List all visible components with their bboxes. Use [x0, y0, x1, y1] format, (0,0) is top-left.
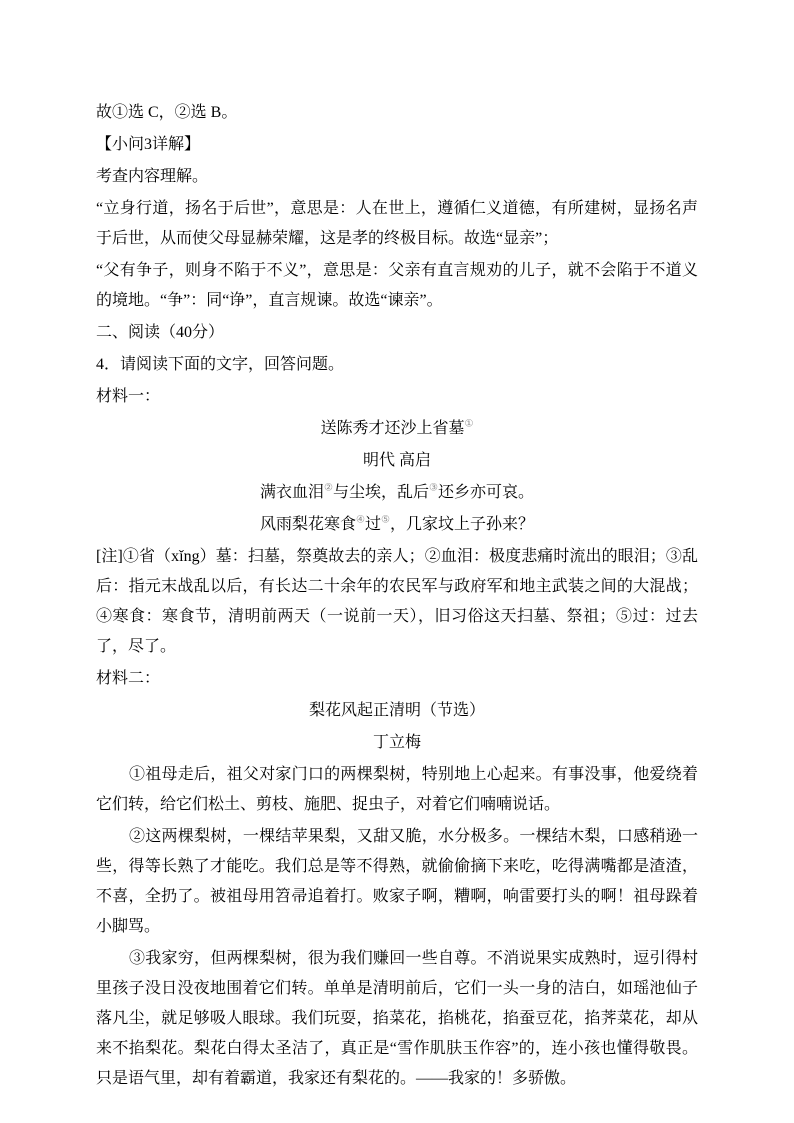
text-run: 丁立梅	[372, 734, 421, 751]
section-heading	[96, 318, 698, 348]
text-run: 与尘埃，乱后	[332, 484, 429, 501]
essay-title	[96, 696, 698, 726]
text-run: ③我家穷，但两棵梨树，很为我们赚回一些自尊。不消说果实成熟时，逗引得村里孩子没日没夜地围着它们转。单单是清明前后，它们一头一身的洁白，如瑶池仙子落凡尘，就足够吸人眼球。我们玩耍，掐菜花，掐桃花，掐蚕豆花，掐荠菜花，却从来不掐梨花。梨花白得太圣洁了，真正是“雪作肌肤玉作容”的，连小孩也懂得敬畏。只是语气里，却有着霸道，我家还有梨花的。——我家的！多骄傲。	[96, 950, 698, 1087]
text-run: 二、阅读（40分）	[96, 324, 225, 341]
footnote-ref-mark: ①	[464, 418, 474, 430]
text-run: 故①选 C，②选 B。	[96, 104, 238, 121]
text-run: ①祖母走后，祖父对家门口的两棵梨树，特别地上心起来。有事没事，他爱绕着它们转，给它们松土、剪枝、施肥、捉虫子，对着它们喃喃说话。	[96, 766, 698, 813]
text-run: 明代 高启	[362, 452, 431, 469]
text-run: 材料一：	[96, 388, 161, 405]
text-run: 送陈秀才还沙上省墓	[320, 420, 465, 437]
poem-author	[96, 446, 698, 476]
text-run: “立身行道，扬名于后世”，意思是：人在世上，遵循仁义道德，有所建树，显扬名声于后世，从而使父母显赫荣耀，这是孝的终极目标。故选“显亲”；	[96, 200, 698, 247]
text-run: [注]①省（xǐng）墓：扫墓，祭奠故去的亲人；②血泪：极度悲痛时流出的眼泪；③乱后：指元末战乱以后，有长达二十余年的农民军与政府军和地主武装之间的大混战；④寒食：寒食节，清明前两天（一说前一天），旧习俗这天扫墓、祭祖；⑤过：过去了，尽了。	[96, 548, 698, 655]
text-run: “父有争子，则身不陷于不义”，意思是：父亲有直言规劝的儿子，就不会陷于不道义的境地。“争”：同“诤”，直言规谏。故选“谏亲”。	[96, 262, 698, 309]
essay-paragraph	[96, 760, 698, 820]
text-run: ②这两棵梨树，一棵结苹果梨，又甜又脆，水分极多。一棵结木梨，口感稍逊一些，得等长熟了才能吃。我们总是等不得熟，就偷偷摘下来吃，吃得满嘴都是渣渣，不喜，全扔了。被祖母用笤帚追着打。败家子啊，糟啊，响雷要打头的啊！祖母跺着小脚骂。	[96, 828, 698, 935]
text-run: 过	[364, 516, 381, 533]
sub-question-heading	[96, 130, 698, 160]
poem-line	[96, 510, 698, 540]
text-run: 考查内容理解。	[96, 168, 209, 185]
question-stem	[96, 350, 698, 380]
material-2-label	[96, 664, 698, 694]
text-run: 【小问3详解】	[96, 136, 201, 153]
footnote-ref-mark: ③	[429, 482, 438, 494]
text-run: 材料二：	[96, 670, 161, 687]
document-content	[96, 98, 698, 1096]
text-run: 还乡亦可哀。	[437, 484, 534, 501]
analysis-paragraph	[96, 256, 698, 316]
footnote-ref-mark: ⑤	[381, 514, 390, 526]
material-1-label	[96, 382, 698, 412]
text-run: 4．请阅读下面的文字，回答问题。	[96, 356, 345, 373]
footnote-ref-mark: ④	[356, 514, 365, 526]
text-run: ，几家坟上子孙来？	[389, 516, 534, 533]
essay-paragraph	[96, 822, 698, 942]
answer-conclusion	[96, 98, 698, 128]
analysis-intro	[96, 162, 698, 192]
essay-author	[96, 728, 698, 758]
analysis-paragraph	[96, 194, 698, 254]
poem-notes	[96, 542, 698, 662]
text-run: 满衣血泪	[260, 484, 325, 501]
essay-paragraph	[96, 944, 698, 1094]
text-run: 梨花风起正清明（节选）	[308, 702, 485, 719]
footnote-ref-mark: ②	[324, 482, 333, 494]
poem-title	[96, 414, 698, 444]
poem-line	[96, 478, 698, 508]
text-run: 风雨梨花寒食	[260, 516, 357, 533]
